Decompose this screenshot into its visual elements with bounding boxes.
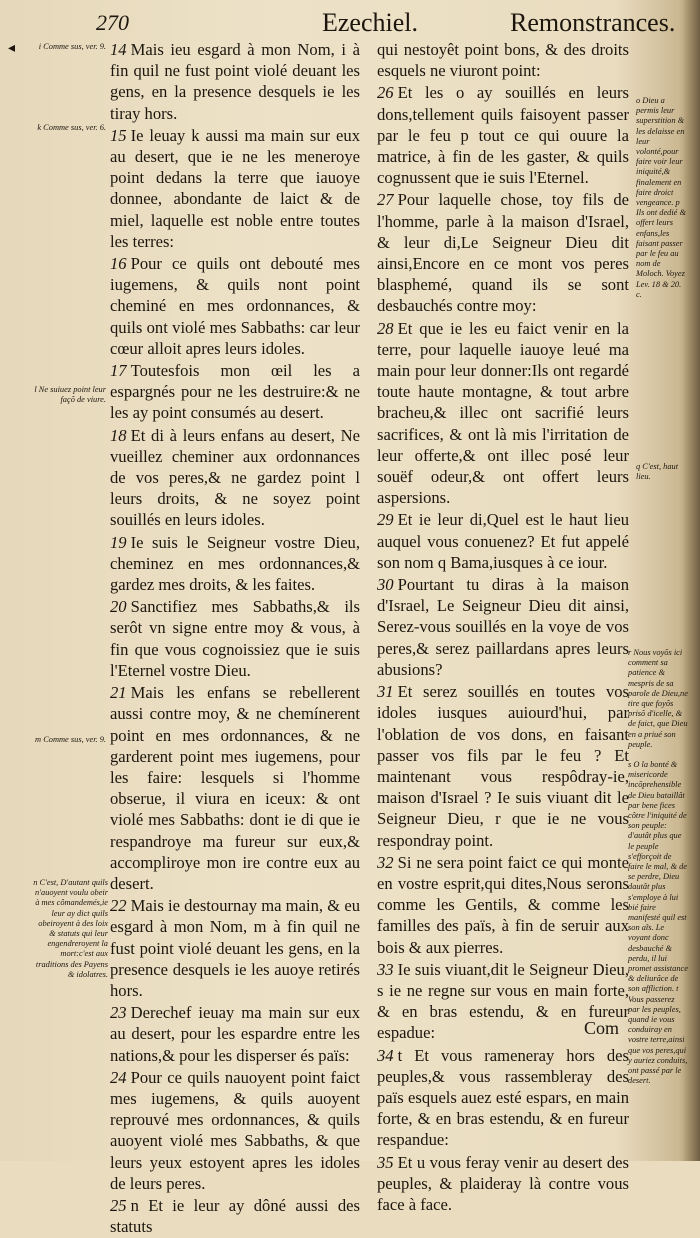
margin-note: k Comme sus, ver. 6. (37, 123, 106, 132)
verse-number: 23 (110, 1003, 127, 1023)
page-number: 270 (96, 10, 129, 35)
margin-note: s O la bonté & misericorde incõprehensible de Dieu bataillât par bene fices côtre l'iniquité de son peuple: d'autât plus que le peuple s'efforçoit de faire le mal, & de se perdre, Dieu dautât plus s'employe à lui bié faire manifesté quil est son aĩs. Le voyant donc desbauché & perdu, il lui promet assistance & deliurãce de son affliction. t Vous passerez par les peuples, quand ie vous conduiray en vostre terre,ainsi que vos peres,qui y auriez conduits, ont passé par le desert. (628, 760, 688, 1086)
verse (110, 895, 360, 1001)
verse-number: 30 (377, 575, 394, 595)
verse-number: 24 (110, 1067, 127, 1087)
verse-number: 16 (110, 254, 127, 274)
verse (110, 1195, 360, 1237)
verse (110, 682, 360, 894)
verse-number: 25 (110, 1195, 127, 1215)
running-section-title: Remonstrances. (510, 8, 676, 37)
verse-text: Et di à leurs enfans au desert, Ne vueillez cheminer aux ordonnances de vos peres,& ne gardez point l leurs droits, & ne soyez point souillés en leurs idoles. (110, 425, 360, 530)
margin-note: m Comme sus, ver. 9. (35, 735, 106, 744)
catchword: Com (584, 1018, 620, 1038)
verse-text: Mais les enfans se rebellerent aussi contre moy, & ne chemínerent point en mes ordonnances, & ne garderent point mes iugemens, pour les faire: lesquels si l'homme obserue, il viura en iceux: & ont violé mes Sabbaths: dont ie di que ie respandroye ma fureur sur eux,& accompliroye mon ire contre eux au desert. (110, 683, 360, 893)
verse-text: Ie suis viuant,dit le Seigneur Dieu, s ie ne regne sur vous en main forte, & en bras estendu, & en fureur espadue: (377, 959, 629, 1043)
verse-text: Et u vous feray venir au desert des peuples, & plaideray là contre vous face à face. (377, 1152, 629, 1214)
verse-number: 27 (377, 190, 394, 210)
verse-number: 29 (377, 510, 394, 530)
margin-note: l Ne suiuez point leur façõ de viure. (34, 385, 106, 405)
verse (377, 82, 629, 188)
verse-text: Toutesfois mon œil les a espargnés pour ne les destruire:& ne les ay point consumés au desert. (110, 361, 360, 423)
margin-note: r Nous voyõs ici comment sa patience & mespris de sa parole de Dieu,ne tire que foyõs prisõ d'icelle, & de faict, que Dieu en a priué son peuple. (628, 648, 688, 749)
verse-number: 21 (110, 683, 127, 703)
verse-number: 33 (377, 959, 394, 979)
verse (110, 532, 360, 596)
margin-note: o Dieu a permis leur superstition & les delaisse en leur volonté,pour faire voir leur iniquité,& finalement en faire droict vengeance. p Ils ont dedié & offert leurs enfans,les faisant passer par le feu au nom de Moloch. Voyez Lev. 18 & 20. c. (636, 96, 687, 299)
verse-text: Pourtant tu diras à la maison d'Israel, Le Seigneur Dieu dit ainsi, Serez-vous souillés en la voye de vos peres,& serez paillardans apres leurs abusions? (377, 575, 629, 679)
right-text-column (377, 39, 629, 1216)
verse-number: 35 (377, 1152, 394, 1172)
margin-note: q C'est, haut lieu. (636, 462, 679, 482)
verse (110, 425, 360, 531)
verse-number: 22 (110, 896, 127, 916)
verse (377, 1152, 629, 1216)
verse (110, 596, 360, 681)
verse (377, 189, 629, 316)
verse-text: Et que ie les eu faict venir en la terre, pour laquelle iauoye leué ma main pour leur donner:Ils ont regardé toute haute montagne, & tout arbre bracheu,& illec ont sacrifié leurs sacrifices, & ont là mis l'irritation de leur offerte,& ont illec posé leur souëf odeur,& ont offert leurs aspersions. (377, 318, 629, 508)
verse-text: Pour ce quils nauoyent point faict mes iugemens, & quils auoyent reprouvé mes ordonnances, & quils auoyent violé mes Sabbaths, & que leurs yeux estoyent apres les idoles de leurs peres. (110, 1067, 360, 1193)
verse-text: Et les o ay souillés en leurs dons,tellement quils faisoyent passer par le feu p tout ce qui ouure la matrice, à fin de les gaster, & quils cognussent que ie suis l'Eternel. (377, 83, 629, 188)
running-title: Ezechiel. (322, 8, 418, 37)
verse (110, 125, 360, 252)
verse (110, 360, 360, 424)
verse (377, 852, 629, 958)
verse-text: Derechef ieuay ma main sur eux au desert, pour les espardre entre les nations,& pour les disperser és païs: (110, 1003, 360, 1065)
verse-text: Mais ie destournay ma main, & eu esgard à mon Nom, m à fin quil ne fust point violé deuant les gens, en la presence desquels ie les auoye retirés hors. (110, 896, 360, 1000)
verse-text: Mais ieu esgard à mon Nom, i à fin quil ne fust point violé deuant les gens, en la presence desquels ie les tiray hors. (110, 40, 360, 123)
verse (377, 681, 629, 851)
verse-number: 15 (110, 125, 127, 145)
verse (377, 39, 629, 81)
margin-note: n C'est, D'autant quils n'auoyent voulu obeir à mes cômandemés,ie leur ay dict quils obeiroyent à des loix & statuts qui leur engendreroyent la mort:c'est aux traditions des Payens & idolatres. (33, 878, 108, 979)
verse-text: n Et ie leur ay dôné aussi des statuts (110, 1195, 360, 1237)
verse-text: Pour ce quils ont debouté mes iugemens, & quils nont point cheminé en mes ordonnances, & quils ont violé mes Sabbaths: car leur cœur alloit apres leurs idoles. (110, 254, 360, 358)
verse-text: Sanctifiez mes Sabbaths,& ils serôt vn signe entre moy & vous, à fin que vous cognoissiez que ie suis l'Eternel vostre Dieu. (110, 597, 360, 680)
left-text-column (110, 39, 360, 1238)
verse (377, 574, 629, 680)
verse-number: 17 (110, 361, 127, 381)
verse-text: Et serez souillés en toutes vos idoles iusques auiourd'hui, par l'oblation de vos dons, en faisant passer vos fils par le feu ? Et maintenant vous respôdray-ie, maison d'Israel ? Ie suis viuant dit le Seigneur Dieu, r que ie ne vous respondray point. (377, 682, 629, 850)
margin-note: i Comme sus, ver. 9. (38, 42, 106, 51)
verse (377, 318, 629, 509)
verse-text: t Et vous rameneray hors des peuples,& vous rassembleray des païs esquels auez esté espars, en main forte, & en bras estendu, & en fureur respandue: (377, 1045, 629, 1150)
verse-number: 14 (110, 40, 127, 59)
verse-number: 28 (377, 318, 394, 338)
verse (110, 1067, 360, 1194)
verse-text: qui nestoyêt point bons, & des droits esquels ne viuront point: (377, 40, 629, 81)
verse-text: Et ie leur di,Quel est le haut lieu auquel vous conuenez? Et fut appelé son nom q Bama,iusques à ce iour. (377, 510, 629, 572)
verse-number: 26 (377, 83, 394, 103)
verse (110, 1002, 360, 1066)
verse-number: 32 (377, 852, 394, 872)
margin-tick: ◂ (8, 41, 16, 56)
verse-number: 31 (377, 682, 394, 702)
verse (110, 253, 360, 359)
verse-number: 20 (110, 597, 127, 617)
verse-text: Pour laquelle chose, toy fils de l'homme, parle à la maison d'Israel, & leur di,Le Seigneur Dieu dit ainsi,Encore en ce mont vos peres blasphemé, quand ils se sont desbauchés contre moy: (377, 190, 629, 316)
verse-text: Si ne sera point faict ce qui monte en vostre esprit,qui dites,Nous serons comme les Gentils, & comme les familles des païs, à fin de seruir aux bois & aux pierres. (377, 852, 629, 957)
verse (110, 39, 360, 124)
verse-text: Ie suis le Seigneur vostre Dieu, cheminez en mes ordonnances,& gardez mes droits, & les faites. (110, 532, 360, 595)
verse (377, 1045, 629, 1151)
verse-number: 19 (110, 532, 127, 552)
verse-number: 34 (377, 1045, 394, 1065)
verse (377, 509, 629, 573)
verse-number: 18 (110, 425, 127, 445)
verse-text: Ie leuay k aussi ma main sur eux au desert, que ie ne les meneroye point dedans la terre que iauoye donnee, abondante de laict & de miel, laquelle est noble entre toutes les terres: (110, 125, 360, 251)
